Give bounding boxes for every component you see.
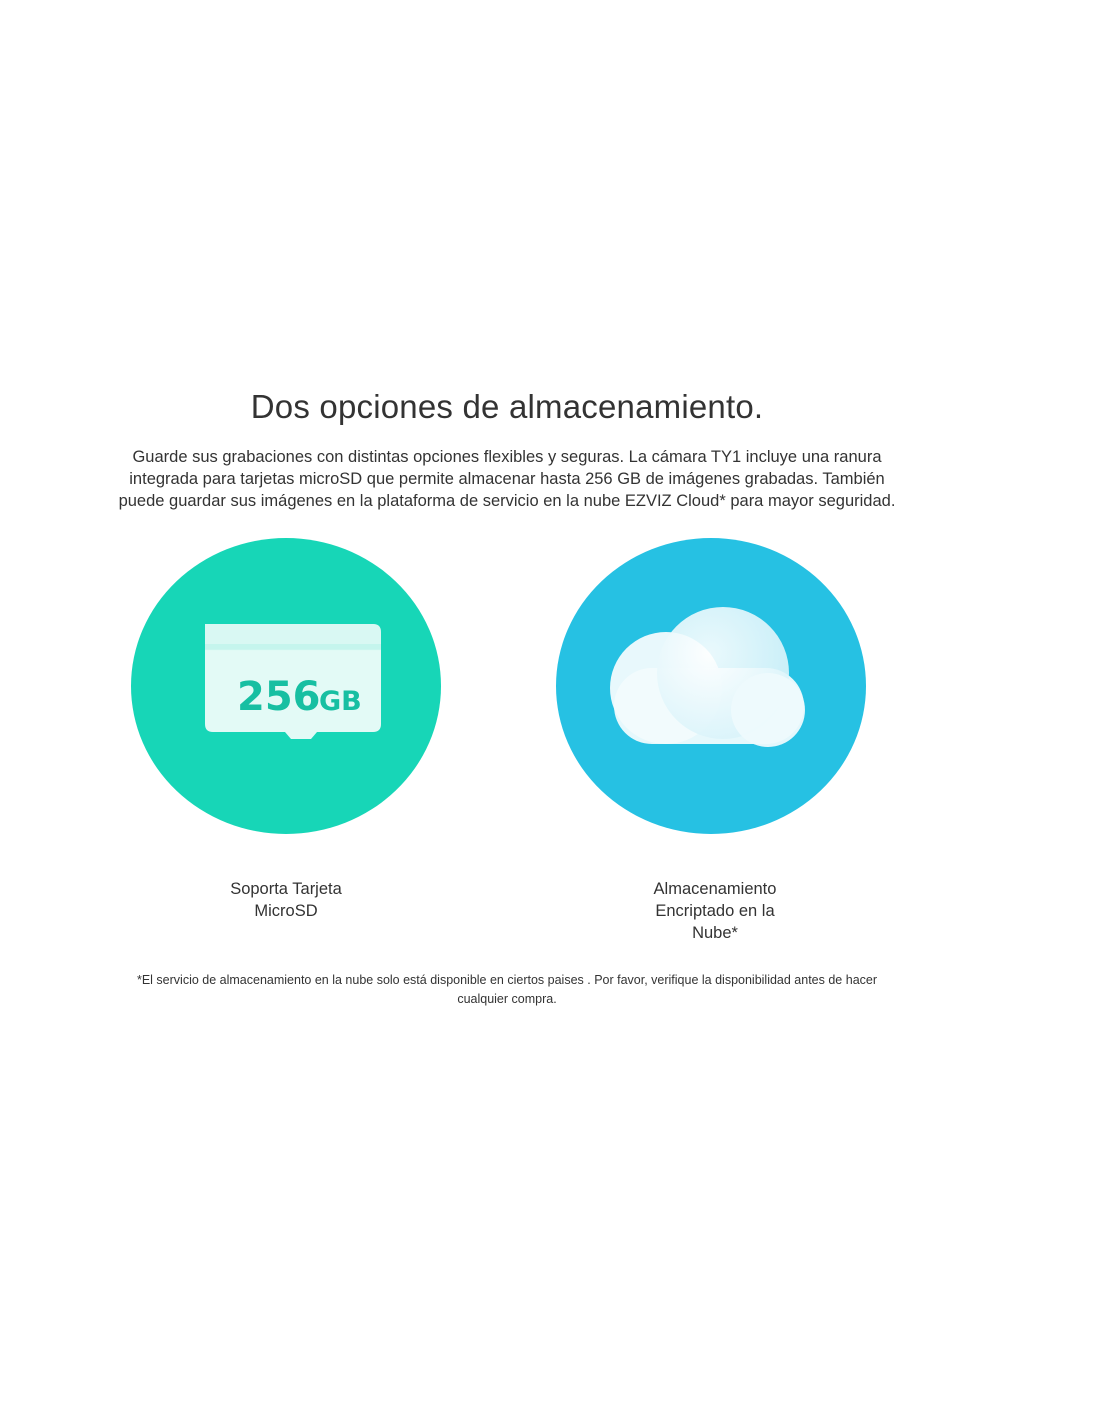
page-title: Dos opciones de almacenamiento. — [250, 388, 764, 425]
option-microsd — [126, 538, 446, 920]
cloud-icon — [556, 538, 866, 834]
card-unit: GB — [319, 686, 362, 717]
microsd-card-icon — [131, 538, 441, 834]
footnote: *El servicio de almacenamiento en la nube solo está disponible en ciertos paises . Por favor, verifique la disponibilidad antes de hacer cualquier compra. — [136, 973, 878, 1006]
cloud-circle — [556, 538, 866, 834]
option-cloud — [551, 538, 871, 942]
intro-paragraph: Guarde sus grabaciones con distintas opciones flexibles y seguras. La cámara TY1 incluye una ranura integrada para tarjetas microSD que permite almacenar hasta 256 GB de imágenes grabadas. También puede guardar sus imágenes en la plataforma de servicio en la nube EZVIZ Cloud* para mayor seguridad. — [118, 448, 896, 510]
option-label-microsd: Soporta Tarjeta MicroSD — [230, 880, 342, 920]
option-label-cloud: Almacenamiento Encriptado en la Nube* — [653, 880, 777, 942]
card-capacity: 256 — [237, 674, 321, 720]
microsd-circle — [131, 538, 441, 834]
